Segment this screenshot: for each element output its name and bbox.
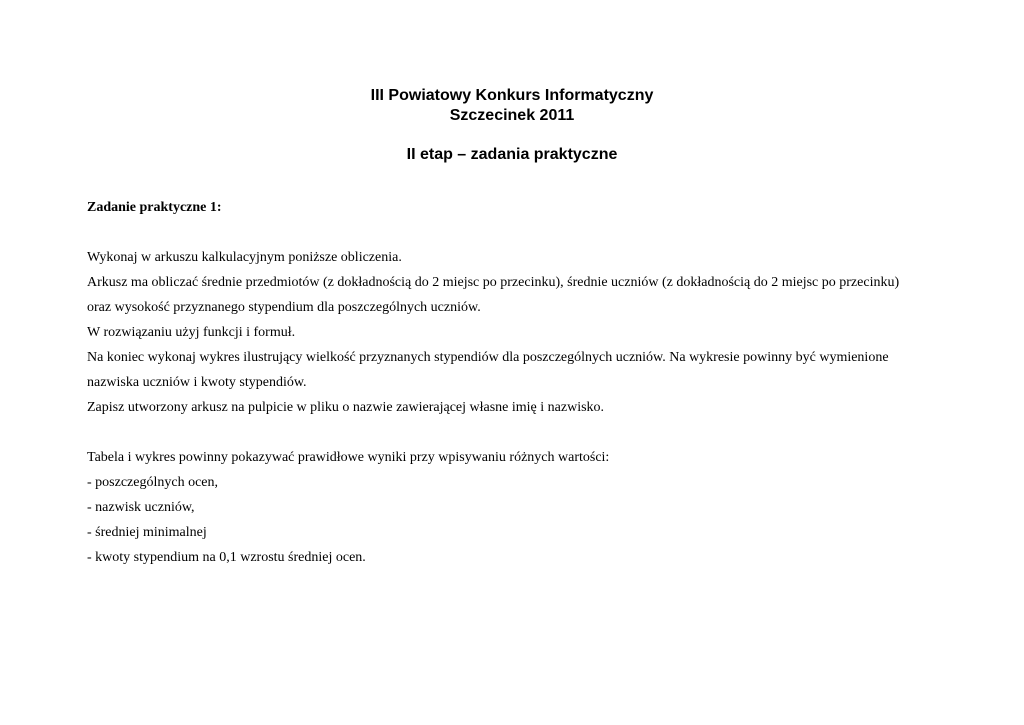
instruction-line: Arkusz ma obliczać średnie przedmiotów (z dokładnością do 2 miejsc po przecinku), średnie uczniów (z dokładnością do 2 miejsc po przecinku)	[87, 275, 900, 290]
instruction-line: nazwiska uczniów i kwoty stypendiów.	[87, 375, 307, 390]
document-header	[0, 86, 1024, 126]
requirement-item: - nazwisk uczniów,	[87, 500, 195, 515]
task-title: Zadanie praktyczne 1:	[87, 200, 222, 215]
requirement-item: - poszczególnych ocen,	[87, 475, 218, 490]
stage-heading: II etap – zadania praktyczne	[406, 146, 618, 163]
spacer	[87, 422, 967, 447]
instruction-line: oraz wysokość przyznanego stypendium dla poszczególnych uczniów.	[87, 300, 481, 315]
competition-subtitle: Szczecinek 2011	[449, 107, 575, 124]
requirement-item: - średniej minimalnej	[87, 525, 207, 540]
instruction-line: Wykonaj w arkuszu kalkulacyjnym poniższe obliczenia.	[87, 250, 402, 265]
competition-title: III Powiatowy Konkurs Informatyczny	[370, 87, 654, 104]
requirement-intro: Tabela i wykres powinny pokazywać prawidłowe wyniki przy wpisywaniu różnych wartości:	[87, 450, 610, 465]
instruction-line: Zapisz utworzony arkusz na pulpicie w pliku o nazwie zawierającej własne imię i nazwisko.	[87, 400, 605, 415]
spacer	[87, 222, 967, 247]
requirement-item: - kwoty stypendium na 0,1 wzrostu średniej ocen.	[87, 550, 366, 565]
task-body	[87, 197, 967, 572]
instruction-line: Na koniec wykonaj wykres ilustrujący wielkość przyznanych stypendiów dla poszczególnych uczniów. Na wykresie powinny być wymienione	[87, 350, 889, 365]
instruction-line: W rozwiązaniu użyj funkcji i formuł.	[87, 325, 296, 340]
